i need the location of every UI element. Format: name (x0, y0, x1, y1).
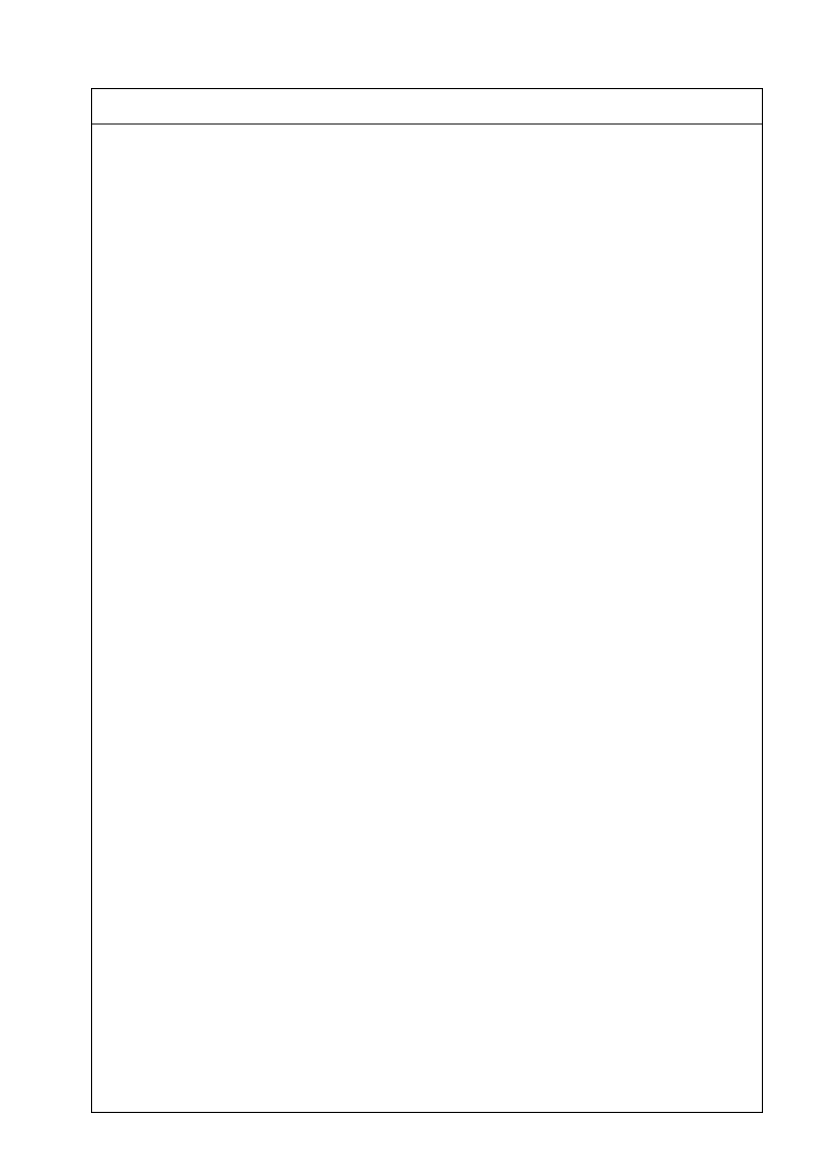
log-sheet (91, 88, 763, 1113)
header-scale-right (734, 88, 763, 124)
sheet-grid (91, 88, 763, 1113)
header-elevation (118, 88, 154, 124)
header-thickness (192, 88, 232, 124)
header-log (232, 88, 292, 124)
header-dip-angle (668, 88, 708, 124)
header-description (292, 88, 668, 124)
header-depth (154, 88, 192, 124)
header-formation (708, 88, 734, 124)
header-scale-left (91, 88, 118, 124)
sheet-border (92, 89, 763, 1113)
sheet-title (88, 40, 231, 80)
